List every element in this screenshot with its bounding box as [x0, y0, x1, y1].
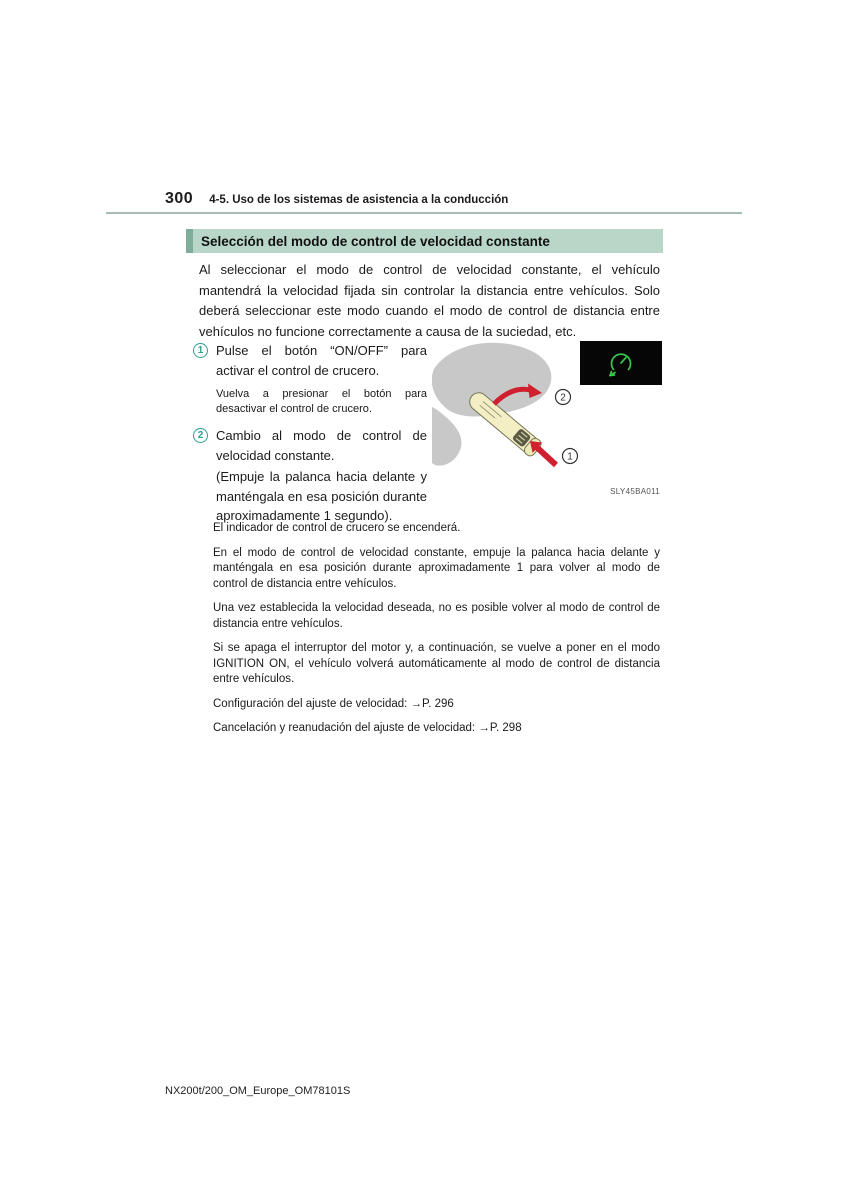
paragraph-no-return: Una vez establecida la velocidad deseada, no es posible volver al modo de control de distancia entre vehículos. [213, 602, 660, 630]
step-2-number-badge: 2 [193, 428, 208, 443]
steering-column-illustration [432, 341, 662, 497]
reference-label: Cancelación y reanudación del ajuste de velocidad: [213, 722, 479, 734]
step-1 [193, 341, 427, 417]
page-number: 300 [165, 190, 194, 207]
svg-text:2: 2 [560, 392, 566, 404]
steps-list [193, 341, 427, 535]
body-paragraphs [213, 521, 660, 746]
paragraph-constant-mode: En el modo de control de velocidad constante, empuje la palanca hacia delante y manténgala en esa posición durante aproximadamente 1 para volver al modo de control de distancia entre vehículos. [213, 546, 660, 590]
steering-column-lower [432, 407, 461, 466]
reference-cancel-resume [213, 721, 660, 737]
step-2-text: Cambio al modo de control de velocidad constante. [216, 428, 427, 463]
step-2-continuation: (Empuje la palanca hacia delante y manténgala en esa posición durante aproximadamente 1 segundo). [216, 469, 427, 523]
reference-label: Configuración del ajuste de velocidad: [213, 697, 411, 710]
paragraph-ignition: Si se apaga el interruptor del motor y, a continuación, se vuelve a poner en el modo IGNITION ON, el vehículo volverá automáticamente al modo de control de distancia entre vehículos. [213, 642, 660, 685]
header-divider [106, 212, 742, 214]
page-header [165, 190, 508, 208]
illustration-canvas [432, 341, 662, 497]
figure-caption: SLY45BA011 [610, 487, 660, 496]
figure-callout-1 [563, 449, 578, 464]
section-title: Selección del modo de control de velocidad constante [186, 229, 663, 253]
intro-paragraph: Al seleccionar el modo de control de velocidad constante, el vehículo mantendrá la velocidad fijada sin controlar la distancia entre vehículos. Solo deberá seleccionar este modo cuando el modo de control de distancia entre vehículos no funcione correctamente a causa de la suciedad, etc. [199, 262, 660, 339]
step-2 [193, 426, 427, 526]
page-reference-link[interactable]: →P. 296 [410, 697, 454, 710]
reference-speed-setting [213, 697, 660, 713]
figure-callout-2 [556, 390, 571, 405]
page-reference-link[interactable]: →P. 298 [478, 722, 522, 734]
svg-text:1: 1 [567, 451, 573, 463]
step-1-note: Vuelva a presionar el botón para desactivar el control de crucero. [216, 388, 427, 415]
step-1-text: Pulse el botón “ON/OFF” para activar el control de crucero. [216, 343, 427, 378]
chapter-title: 4-5. Uso de los sistemas de asistencia a la conducción [209, 194, 509, 206]
step-1-number-badge: 1 [193, 343, 208, 358]
document-id-footer: NX200t/200_OM_Europe_OM78101S [165, 1085, 351, 1097]
paragraph-indicator: El indicador de control de crucero se encenderá. [213, 522, 461, 534]
